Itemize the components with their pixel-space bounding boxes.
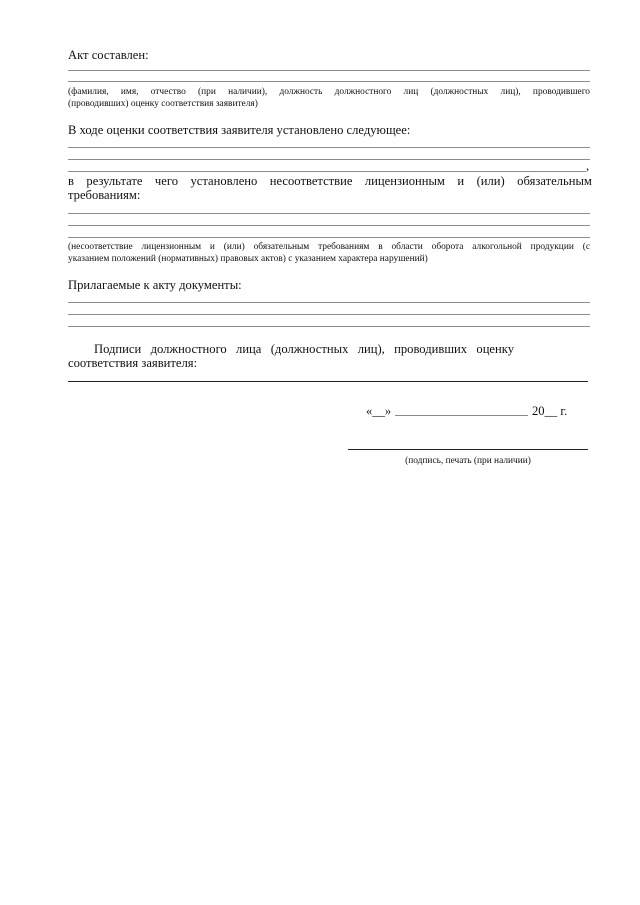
result-word: (или) — [476, 174, 505, 188]
result-word: результате — [86, 174, 143, 188]
act-composed-fill-line-1[interactable] — [68, 70, 590, 71]
signature-fill-line[interactable] — [348, 449, 588, 450]
act-composed-note-line-2: (проводивших) оценку соответствия заявителя) — [68, 99, 258, 109]
findings-result-line-2: требованиям: — [68, 188, 141, 202]
signatures-fill-line[interactable] — [68, 381, 588, 382]
date-year: 20__ г. — [532, 404, 568, 418]
violations-note-line-2: указанием положений (нормативных) правовых актов) с указанием характера нарушений) — [68, 254, 428, 264]
result-word: и — [457, 174, 465, 188]
violations-note-line-1: (несоответствие лицензионным и (или) обязательным требованиям в области оборота алкогольной продукции (с — [68, 242, 590, 252]
attachments-fill-line-2[interactable] — [68, 314, 590, 315]
result-word: в — [68, 174, 74, 188]
result-word: лицензионным — [364, 174, 445, 188]
signature-note: (подпись, печать (при наличии) — [405, 456, 531, 466]
result-word: несоответствие — [269, 174, 353, 188]
act-composed-fill-line-2[interactable] — [68, 81, 590, 82]
findings-fill-line-2[interactable] — [68, 159, 590, 160]
result-word: обязательным — [517, 174, 592, 188]
findings-fill-line-1[interactable] — [68, 147, 590, 148]
signatures-label-line-1: Подписи должностного лица (должностных лиц), проводивших оценку — [94, 342, 514, 356]
date-day: «__» — [366, 404, 392, 418]
violations-fill-line-3[interactable] — [68, 237, 590, 238]
attachments-fill-line-3[interactable] — [68, 326, 590, 327]
findings-intro: В ходе оценки соответствия заявителя установлено следующее: — [68, 123, 411, 137]
violations-fill-line-2[interactable] — [68, 225, 590, 226]
result-word: чего — [154, 174, 178, 188]
date-month-fill-line[interactable] — [395, 415, 528, 416]
result-word: установлено — [190, 174, 258, 188]
attachments-label: Прилагаемые к акту документы: — [68, 278, 242, 292]
findings-result-line — [68, 174, 592, 188]
attachments-fill-line-1[interactable] — [68, 302, 590, 303]
act-composed-note-line-1: (фамилия, имя, отчество (при наличии), должность должностного лиц (должностных лиц), проводившего — [68, 87, 590, 97]
findings-fill-line-3[interactable] — [68, 171, 586, 172]
act-composed-label: Акт составлен: — [68, 48, 149, 62]
signatures-label-line-2: соответствия заявителя: — [68, 356, 198, 370]
violations-fill-line-1[interactable] — [68, 213, 590, 214]
findings-comma: , — [586, 159, 590, 173]
